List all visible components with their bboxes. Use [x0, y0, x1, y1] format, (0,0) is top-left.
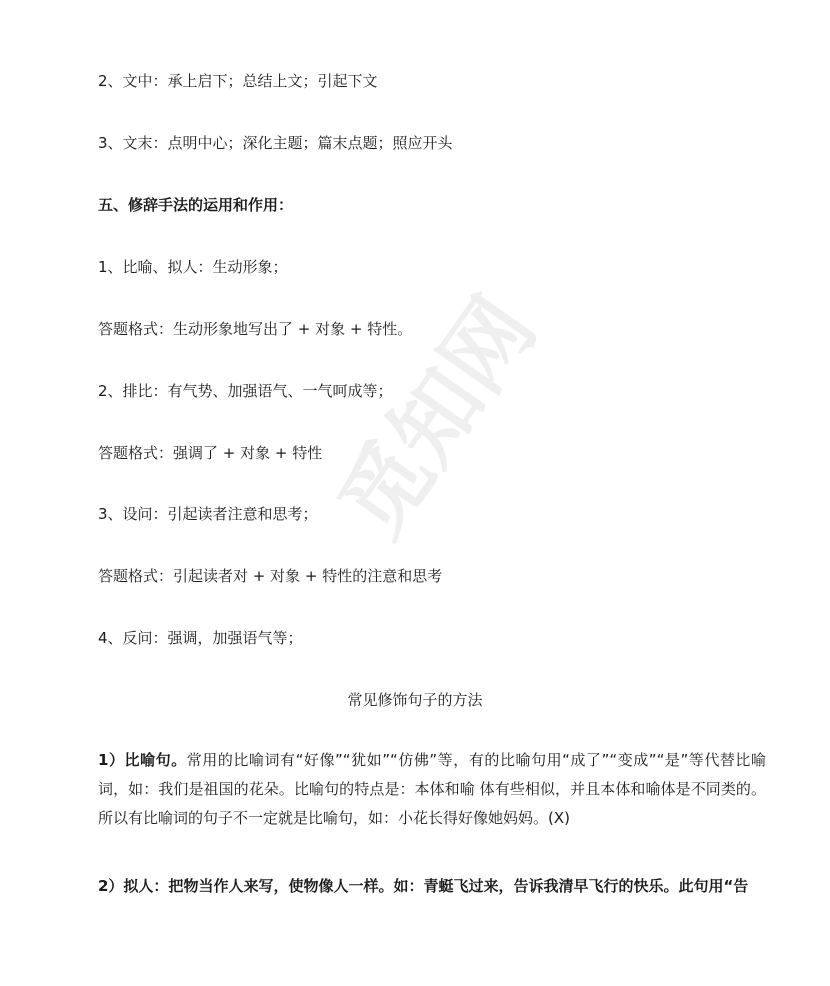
text-line: 答题格式：强调了 + 对象 + 特性: [98, 444, 323, 462]
watermark: 觅知网: [319, 279, 556, 555]
text-line: 2、排比：有气势、加强语气、一气呵成等；: [98, 382, 393, 400]
text-line: 1、比喻、拟人：生动形象；: [98, 258, 288, 276]
paragraph-metaphor: [98, 746, 766, 833]
text-line: 3、文末：点明中心；深化主题；篇末点题；照应开头: [98, 134, 453, 152]
section-heading: 五、修辞手法的运用和作用：: [98, 196, 294, 214]
paragraph-personification: 2）拟人：把物当作人来写，使物像人一样。如：青蜓飞过来，告诉我清早飞行的快乐。此句用“告: [98, 877, 749, 895]
paragraph-lead: 1）比喻句。: [98, 751, 187, 769]
text-line: 2、文中：承上启下；总结上文；引起下文: [98, 72, 378, 90]
text-line: 答题格式：引起读者对 + 对象 + 特性的注意和思考: [98, 567, 443, 585]
text-line: 答题格式：生动形象地写出了 + 对象 + 特性。: [98, 320, 413, 338]
section-title: 常见修饰句子的方法: [347, 691, 483, 709]
paragraph-body: 常用的比喻词有“好像”“犹如”“仿佛”等，有的比喻句用“成了”“变成”“是”等代替比喻词，如：我们是祖国的花朵。比喻句的特点是：本体和喻 体有些相似，并且本体和喻体是不同类的。所以有比喻词的句子不一定就是比喻句，如：小花长得好像她妈妈。(X): [98, 751, 766, 827]
text-line: 4、反问：强调，加强语气等；: [98, 629, 303, 647]
text-line: 3、设问：引起读者注意和思考；: [98, 505, 318, 523]
